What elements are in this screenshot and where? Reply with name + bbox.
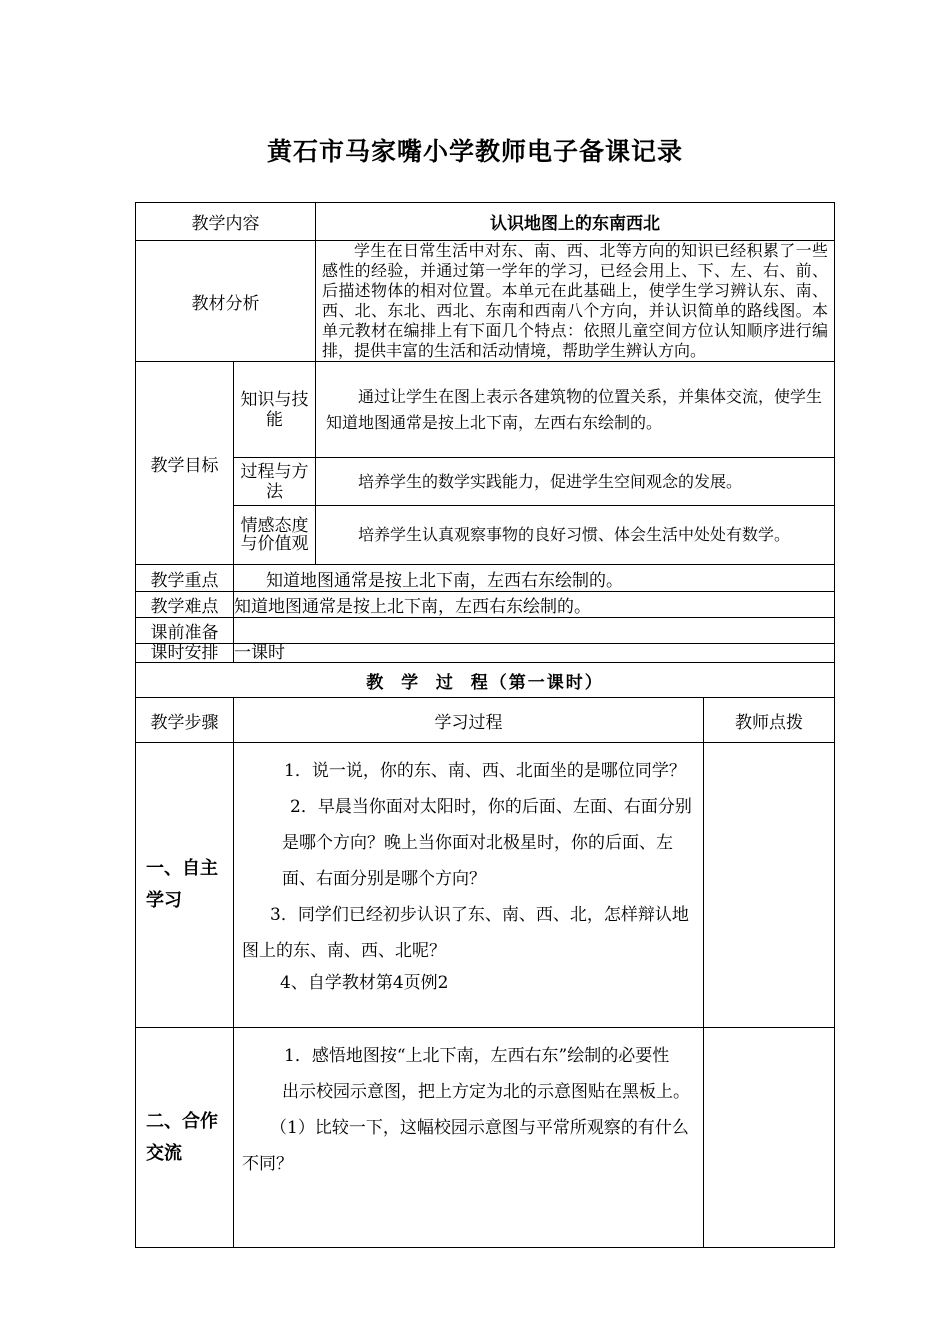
goals-label: 教学目标 [136,362,234,565]
self-study-line-1: 1．说一说，你的东、南、西、北面坐的是哪位同学？ [284,761,686,781]
difficulty-text: 知道地图通常是按上北下南，左西右东绘制的。 [234,592,835,618]
step-self-study [136,743,234,1028]
key-point-text: 知道地图通常是按上北下南，左西右东绘制的。 [234,565,835,592]
key-point-label: 教学重点 [136,565,234,592]
col-step-header: 教学步骤 [136,698,234,743]
cooperation-process [234,1028,704,1248]
content-value: 认识地图上的东南西北 [316,203,835,241]
self-study-line-2: 2．早晨当你面对太阳时，你的后面、左面、右面分别是哪个方向？晚上当你面对北极星时，你的后面、左面、右面分别是哪个方向？ [282,797,692,889]
step-cooperation [136,1028,234,1248]
prep-label: 课前准备 [136,618,234,644]
analysis-label: 教材分析 [136,241,316,362]
cooperation-line-3: （1）比较一下，这幅校园示意图与平常所观察的有什么不同？ [242,1118,689,1174]
analysis-text: 学生在日常生活中对东、南、西、北等方向的知识已经积累了一些感性的经验，并通过第一学年的学习，已经会用上、下、左、右、前、后描述物体的相对位置。本单元在此基础上，使学生学习辨认东、南、西、北、东北、西北、东南和西南八个方向，并认识简单的路线图。本单元教材在编排上有下面几个特点：依照儿童空间方位认知顺序进行编排，提供丰富的生活和活动情境，帮助学生辨认方向。 [322,241,828,360]
self-study-line-4: 4、自学教材第4页例2 [280,973,449,993]
goal-attitude-text: 培养学生认真观察事物的良好习惯、体会生活中处处有数学。 [358,525,791,544]
lesson-plan-table [135,202,835,1248]
goal-process-text: 培养学生的数学实践能力，促进学生空间观念的发展。 [358,471,743,491]
goal-knowledge-text: 通过让学生在图上表示各建筑物的位置关系，并集体交流，使学生知道地图通常是按上北下南，左西右东绘制的。 [326,386,823,432]
self-study-teacher-notes [704,743,835,1028]
step-self-study-label: 一、自主学习 [146,858,218,911]
difficulty-label: 教学难点 [136,592,234,618]
content-label: 教学内容 [136,203,316,241]
self-study-line-3: 3．同学们已经初步认识了东、南、西、北，怎样辩认地图上的东、南、西、北呢？ [242,905,689,961]
process-heading: 教 学 过 程（第一课时） [136,663,835,698]
step-cooperation-label: 二、合作交流 [146,1110,218,1164]
col-process-header: 学习过程 [234,698,704,743]
goal-attitude-label: 情感态度与价值观 [234,506,316,565]
col-teacher-header: 教师点拨 [704,698,835,743]
cooperation-line-2: 出示校园示意图，把上方定为北的示意图贴在黑板上。 [282,1082,690,1102]
schedule-text: 一课时 [234,644,835,663]
schedule-label: 课时安排 [136,644,234,663]
document-title: 黄石市马家嘴小学教师电子备课记录 [266,137,683,166]
goal-knowledge-label: 知识与技能 [234,362,316,458]
cooperation-teacher-notes [704,1028,835,1248]
cooperation-line-1: 1．感悟地图按“上北下南，左西右东”绘制的必要性 [284,1046,670,1066]
goal-process-label: 过程与方法 [234,458,316,506]
prep-text [234,618,835,644]
self-study-process [234,743,704,1028]
